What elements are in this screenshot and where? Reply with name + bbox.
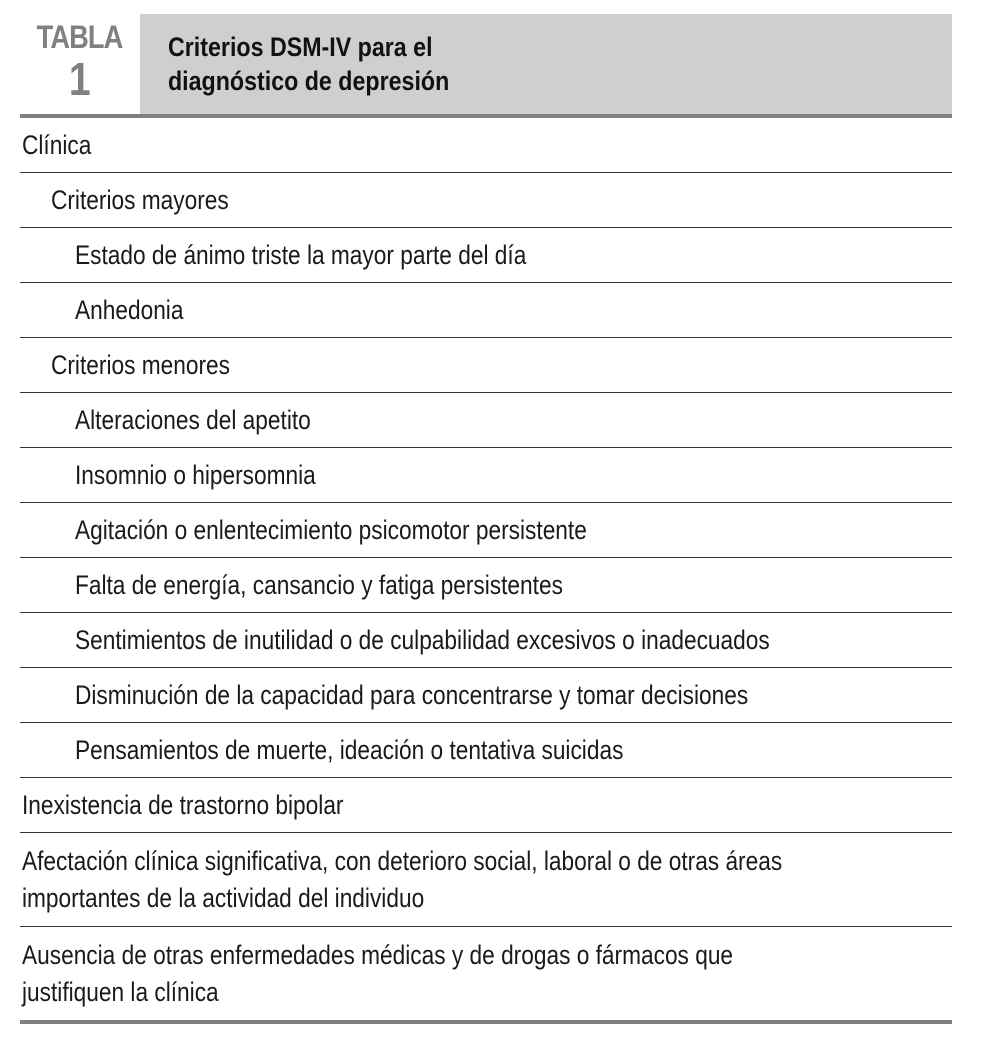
table-row	[20, 833, 952, 927]
table	[20, 14, 952, 1024]
row-text: Inexistencia de trastorno bipolar	[22, 789, 344, 820]
table-row	[20, 228, 952, 283]
table-row	[20, 927, 952, 1020]
table-label-number: 1	[69, 53, 91, 105]
table-row	[20, 393, 952, 448]
row-text: Afectación clínica significativa, con deterioro social, laboral o de otras áreas importantes de la actividad del individuo	[22, 845, 783, 913]
row-text: Sentimientos de inutilidad o de culpabilidad excesivos o inadecuados	[75, 624, 770, 655]
bottom-rule	[20, 1020, 952, 1024]
row-text: Disminución de la capacidad para concentrarse y tomar decisiones	[75, 679, 749, 710]
table-label	[20, 14, 140, 114]
row-text: Anhedonia	[75, 294, 184, 325]
table-row	[20, 668, 952, 723]
row-text: Ausencia de otras enfermedades médicas y de drogas o fármacos que justifiquen la clínica	[22, 939, 734, 1007]
row-text: Agitación o enlentecimiento psicomotor persistente	[75, 514, 587, 545]
table-row	[20, 283, 952, 338]
table-row	[20, 448, 952, 503]
table-row	[20, 503, 952, 558]
table-row	[20, 778, 952, 833]
table-row	[20, 558, 952, 613]
table-header	[20, 14, 952, 114]
row-text: Estado de ánimo triste la mayor parte del día	[75, 239, 527, 270]
row-text: Insomnio o hipersomnia	[75, 459, 316, 490]
table-label-word: TABLA	[37, 19, 123, 55]
row-text: Pensamientos de muerte, ideación o tentativa suicidas	[75, 734, 624, 765]
row-text: Falta de energía, cansancio y fatiga persistentes	[75, 569, 563, 600]
table-row	[20, 173, 952, 228]
table-row	[20, 118, 952, 173]
table-row	[20, 613, 952, 668]
table-row	[20, 338, 952, 393]
table-title: Criterios DSM-IV para el diagnóstico de depresión	[168, 32, 450, 96]
row-text: Criterios mayores	[51, 184, 229, 215]
row-text: Criterios menores	[51, 349, 230, 380]
table-row	[20, 723, 952, 778]
row-text: Clínica	[22, 129, 92, 160]
row-text: Alteraciones del apetito	[75, 404, 311, 435]
table-title-box	[140, 14, 952, 114]
